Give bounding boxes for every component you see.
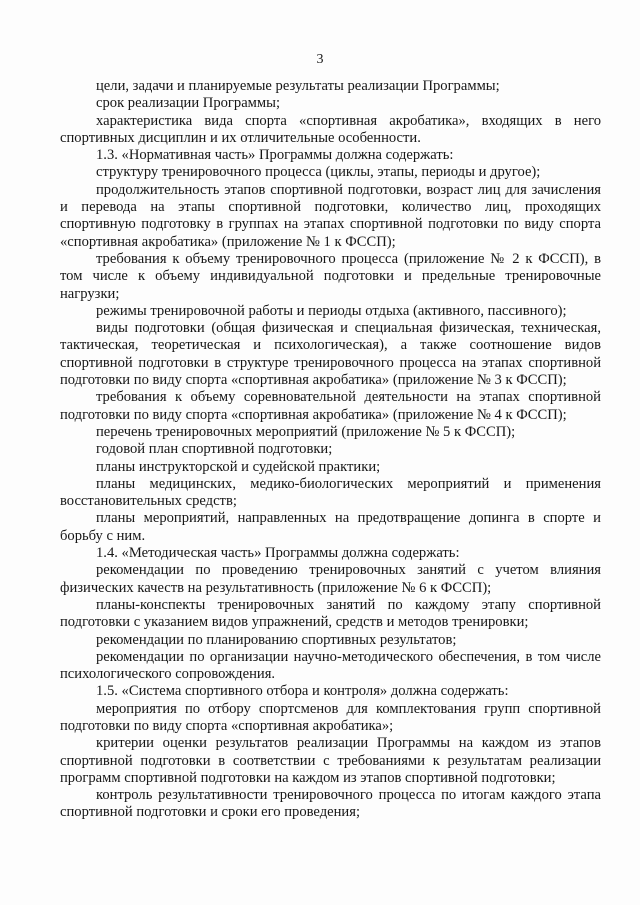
paragraph: планы инструкторской и судейской практики; [96,458,381,475]
paragraph: продолжительность этапов спортивной подготовки, возраст лиц для зачисления и перевода на этапы спортивной подготовки, количество лиц, проходящих спортивную подготовку в группах на этапах спортивной подготовки по виду спорта «спортивная акробатика» (приложение № 1 к ФССП); [60,181,601,250]
paragraph: критерии оценки результатов реализации Программы на каждом из этапов спортивной подготовки в соответствии с требованиями к результатам реализации программ спортивной подготовки на каждом из этапов спортивной подготовки; [60,735,601,786]
section-heading: 1.5. «Система спортивного отбора и контроля» должна содержать: [96,683,509,700]
paragraph: характеристика вида спорта «спортивная акробатика», входящих в него спортивных дисциплин и их отличительные особенности. [60,112,601,146]
paragraph: рекомендации по организации научно-методического обеспечения, в том числе психологического сопровождения. [60,648,601,683]
body-text [60,78,601,822]
paragraph: срок реализации Программы; [96,95,281,112]
section-heading: 1.3. «Нормативная часть» Программы должна содержать: [96,147,454,164]
section-heading: 1.4. «Методическая часть» Программы должна содержать: [96,545,460,562]
paragraph: планы-конспекты тренировочных занятий по каждому этапу спортивной подготовки с указанием видов упражнений, средств и методов тренировки; [60,596,601,631]
paragraph: годовой план спортивной подготовки; [96,441,333,458]
paragraph: режимы тренировочной работы и периоды отдыха (активного, пассивного); [96,302,567,319]
paragraph: цели, задачи и планируемые результаты реализации Программы; [96,78,500,94]
paragraph: рекомендации по планированию спортивных результатов; [96,631,457,648]
paragraph: требования к объему соревновательной деятельности на этапах спортивной подготовки по виду спорта «спортивная акробатика» (приложение № 4 к ФССП); [60,389,601,423]
paragraph: контроль результативности тренировочного процесса по итогам каждого этапа спортивной подготовки и сроки его проведения; [60,787,601,821]
page-number: 3 [316,52,324,67]
paragraph: требования к объему тренировочного процесса (приложение № 2 к ФССП), в том числе к объему индивидуальной подготовки и предельные тренировочные нагрузки; [60,250,601,302]
paragraph: перечень тренировочных мероприятий (приложение № 5 к ФССП); [96,423,516,440]
paragraph: рекомендации по проведению тренировочных занятий с учетом влияния физических качеств на результативность (приложение № 6 к ФССП); [60,562,601,596]
paragraph: мероприятия по отбору спортсменов для комплектования групп спортивной подготовки по виду спорта «спортивная акробатика»; [60,700,601,734]
paragraph: структуру тренировочного процесса (циклы, этапы, периоды и другое); [96,164,541,181]
paragraph: планы медицинских, медико-биологических мероприятий и применения восстановительных средств; [60,475,601,510]
paragraph: планы мероприятий, направленных на предотвращение допинга в спорте и борьбу с ним. [60,510,601,544]
paragraph: виды подготовки (общая физическая и специальная физическая, техническая, тактическая, теоретическая и психологическая), а также соотношение видов спортивной подготовки в структуре тренировочного процесса на этапах спортивной подготовки по виду спорта «спортивная акробатика» (приложение № 3 к ФССП); [60,320,601,389]
